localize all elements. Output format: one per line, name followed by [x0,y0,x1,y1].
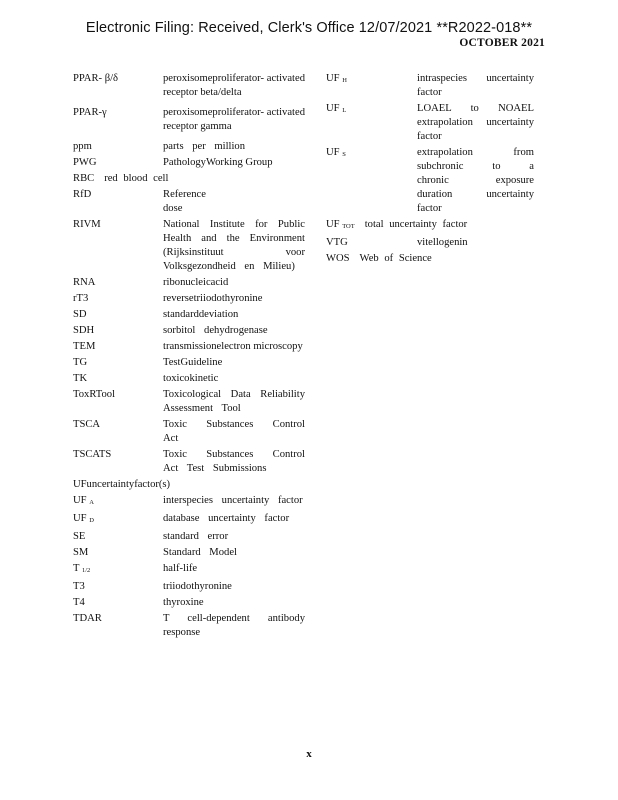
abbreviation-definition: thyroxine [163,597,204,608]
abbreviation-term: TSCA [73,419,101,430]
document-date: OCTOBER 2021 [459,37,545,49]
abbreviation-entry [326,252,534,266]
abbreviation-term: SE [73,531,86,542]
abbreviation-definition: peroxisomeproliferator- activated receptor beta/delta [163,73,305,98]
abbreviation-entry [73,388,305,416]
abbreviation-term: TEM [73,341,96,352]
abbreviation-entry [73,340,305,354]
abbreviation-term: RIVM [73,219,101,230]
abbreviation-term: UFuncertaintyfactor(s) [73,479,171,490]
abbreviation-term: UF $_L$ [326,103,347,114]
abbreviation-entry [73,546,305,560]
abbreviation-term: RBC [73,173,95,184]
abbreviation-entry [326,236,534,250]
abbreviation-definition: toxicokinetic [163,373,219,384]
abbreviation-term: UF $_D$ [73,513,94,524]
abbreviation-entry [73,612,305,640]
abbreviation-definition: Web of Science [359,253,432,264]
abbreviation-term: UF $_A$ [73,495,94,506]
abbreviation-entry [73,172,305,186]
abbreviation-entry [73,448,305,476]
abbreviation-entry [73,72,305,100]
abbreviation-entry [73,356,305,370]
abbreviation-entry [73,276,305,290]
abbreviation-entry [73,156,305,170]
abbreviation-entry [73,580,305,594]
abbreviation-term: WOS [326,253,350,264]
abbreviation-term: PPAR-γ [73,107,107,118]
abbreviation-entry [73,292,305,306]
abbreviation-term: TSCATS [73,449,112,460]
abbreviation-entry [326,146,534,216]
abbreviations-left-column [73,72,305,642]
abbreviation-definition: half-life [163,563,198,574]
abbreviation-term: UF $_H$ [326,73,347,84]
abbreviation-definition: T cell-dependent antibody response [163,613,305,638]
abbreviation-term: T3 [73,581,85,592]
abbreviation-entry [73,218,305,274]
abbreviation-term: SM [73,547,89,558]
abbreviation-definition: Toxic Substances Control Act Test Submissions [163,449,305,474]
abbreviation-definition: LOAEL to NOAEL extrapolation uncertainty factor [417,103,534,142]
abbreviation-entry [73,308,305,322]
abbreviation-definition: standard error [163,531,229,542]
abbreviation-definition: sorbitol dehydrogenase [163,325,268,336]
abbreviation-definition: interspecies uncertainty factor [163,495,303,506]
abbreviation-term: TDAR [73,613,102,624]
abbreviation-term: UF $_{TOT}$ [326,219,355,230]
filing-stamp: Electronic Filing: Received, Clerk's Office 12/07/2021 **R2022-018** [85,20,533,36]
abbreviation-entry [73,562,305,578]
abbreviation-definition: vitellogenin [417,237,468,248]
abbreviation-entry [73,596,305,610]
abbreviation-definition: database uncertainty factor [163,513,290,524]
abbreviation-term: UF $_S$ [326,147,346,158]
abbreviation-term: VTG [326,237,348,248]
abbreviation-entry [326,72,534,100]
abbreviation-term: TK [73,373,88,384]
abbreviation-definition: peroxisomeproliferator- activated receptor gamma [163,107,305,132]
abbreviation-definition: National Institute for Public Health and the Environment (Rijksinstituut voor Volksgezondheid en Milieu) [163,219,305,272]
abbreviation-definition: intraspecies uncertainty factor [417,73,534,98]
abbreviation-definition: TestGuideline [163,357,223,368]
abbreviation-entry [73,494,305,510]
abbreviation-term: SDH [73,325,95,336]
abbreviation-term: RfD [73,189,92,200]
abbreviation-term: PWG [73,157,97,168]
abbreviation-definition: triiodothyronine [163,581,232,592]
abbreviation-definition: red blood cell [104,173,169,184]
abbreviation-definition: Toxic Substances Control Act [163,419,305,444]
abbreviation-entry [73,372,305,386]
abbreviation-definition: reversetriiodothyronine [163,293,263,304]
abbreviations-right-column [326,72,534,268]
abbreviation-term: rT3 [73,293,89,304]
abbreviation-term: T4 [73,597,85,608]
abbreviation-definition: Reference dose [163,189,206,214]
page-number: x [306,748,312,760]
abbreviation-term: T $_{1/2}$ [73,563,91,574]
abbreviation-entry [73,530,305,544]
abbreviation-definition: Standard Model [163,547,237,558]
abbreviation-term: RNA [73,277,96,288]
abbreviation-entry [73,478,305,492]
abbreviation-entry [326,102,534,144]
abbreviation-entry [73,512,305,528]
abbreviation-entry [73,140,305,154]
abbreviation-term: ppm [73,141,92,152]
abbreviation-definition: Toxicological Data Reliability Assessment Tool [163,389,305,414]
abbreviation-term: ToxRTool [73,389,116,400]
abbreviation-definition: PathologyWorking Group [163,157,273,168]
abbreviation-definition: ribonucleicacid [163,277,229,288]
abbreviation-term: SD [73,309,87,320]
abbreviation-term: PPAR- β/δ [73,73,119,84]
abbreviation-entry [326,218,534,234]
abbreviation-definition: transmissionelectron microscopy [163,341,303,352]
abbreviation-entry [73,418,305,446]
abbreviation-term: TG [73,357,88,368]
abbreviation-definition: extrapolation from subchronic to a chronic exposure duration uncertainty factor [417,147,534,214]
abbreviation-entry [73,106,305,134]
abbreviation-definition: parts per million [163,141,246,152]
abbreviation-definition: standarddeviation [163,309,239,320]
abbreviation-entry [73,324,305,338]
abbreviation-definition: total uncertainty factor [364,219,468,230]
abbreviation-entry [73,188,305,216]
